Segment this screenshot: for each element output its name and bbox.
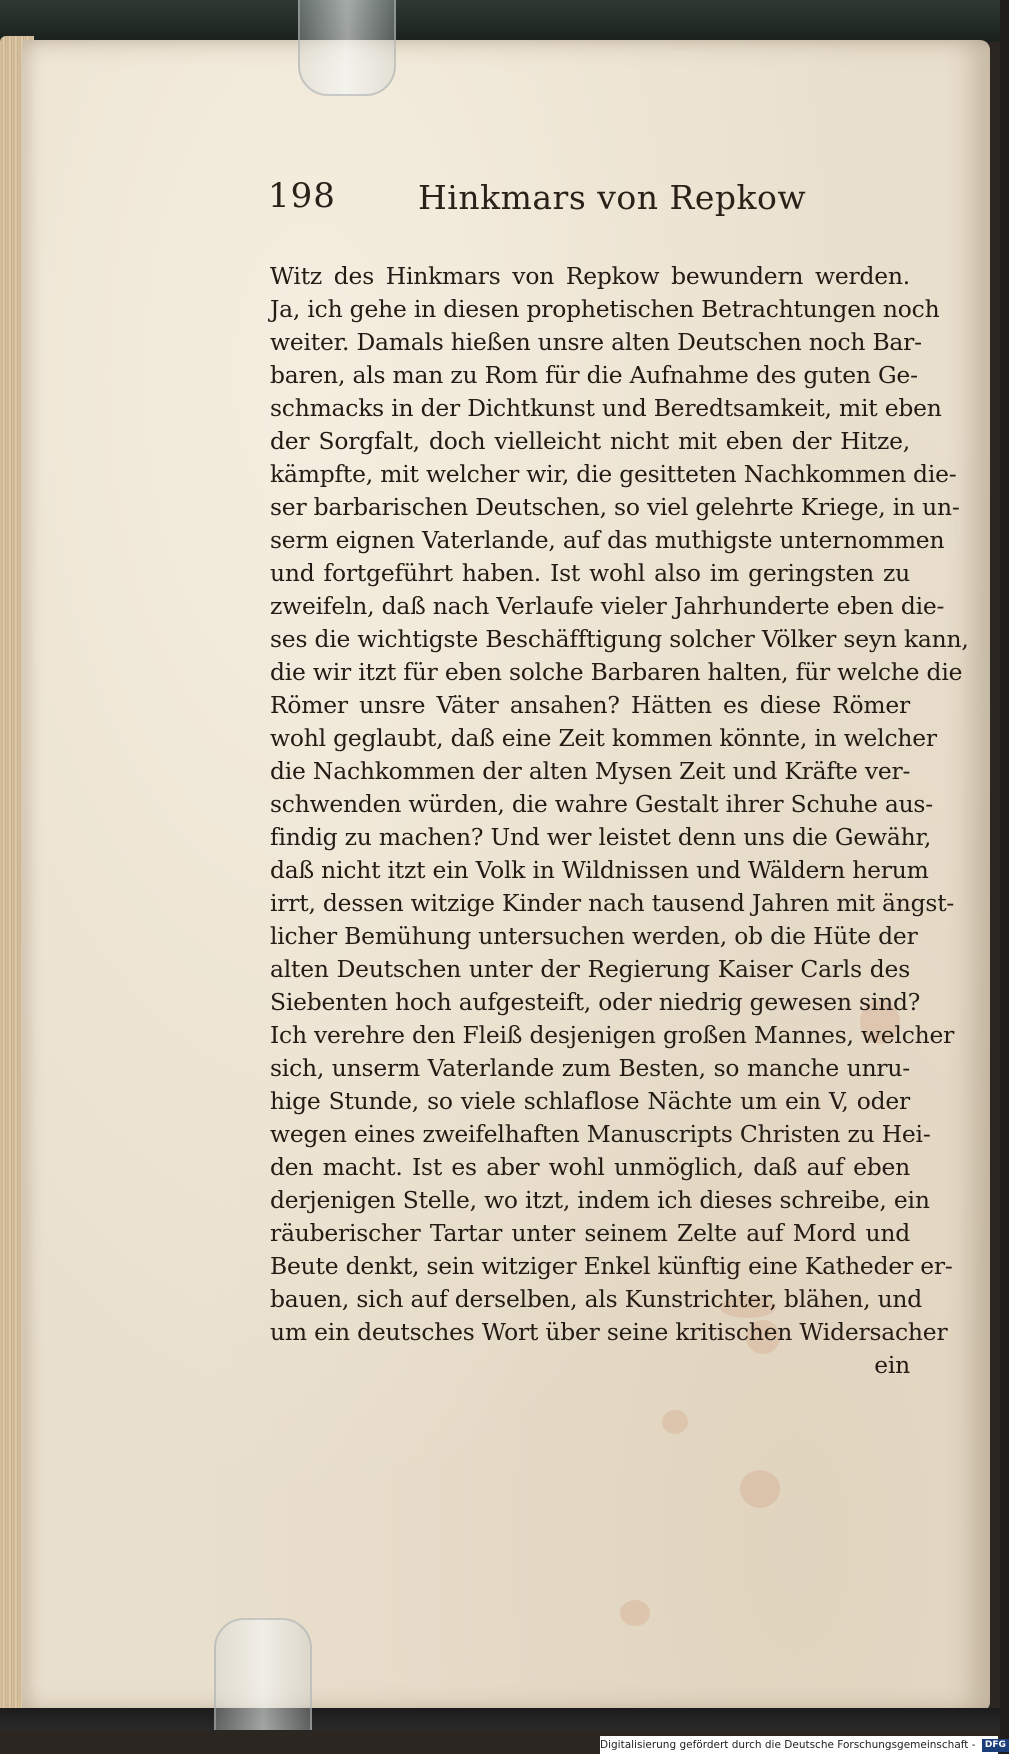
credit-text: Digitalisierung gefördert durch die Deutsche Forschungsgemeinschaft - bbox=[600, 1739, 976, 1751]
text-line: Witz des Hinkmars von Repkow bewundern werden. bbox=[270, 262, 910, 290]
text-line: findig zu machen? Und wer leistet denn uns die Gewähr, bbox=[270, 823, 932, 851]
text-line: kämpfte, mit welcher wir, die gesitteten Nachkommen die- bbox=[270, 460, 957, 488]
paper-stain bbox=[620, 1600, 650, 1626]
text-line: der Sorgfalt, doch vielleicht nicht mit eben der Hitze, bbox=[270, 427, 910, 455]
catchword: ein bbox=[874, 1351, 910, 1379]
text-line: baren, als man zu Rom für die Aufnahme des guten Ge- bbox=[270, 361, 918, 389]
text-line: und fortgeführt haben. Ist wohl also im geringsten zu bbox=[270, 559, 910, 587]
text-line: Ich verehre den Fleiß desjenigen großen Mannes, welcher bbox=[270, 1021, 955, 1049]
text-line: ses die wichtigste Beschäfftigung solcher Völker seyn kann, bbox=[270, 625, 969, 653]
text-line: um ein deutsches Wort über seine kritischen Widersacher bbox=[270, 1318, 948, 1346]
paper-stain bbox=[740, 1470, 780, 1508]
text-line: die wir itzt für eben solche Barbaren halten, für welche die bbox=[270, 658, 963, 686]
text-line: zweifeln, daß nach Verlaufe vieler Jahrhunderte eben die- bbox=[270, 592, 945, 620]
text-line: serm eignen Vaterlande, auf das muthigste unternommen bbox=[270, 526, 945, 554]
text-line: wegen eines zweifelhaften Manuscripts Christen zu Hei- bbox=[270, 1120, 931, 1148]
scanner-clip-bottom bbox=[214, 1618, 312, 1730]
book-cover-top bbox=[0, 0, 1000, 42]
text-line: sich, unserm Vaterlande zum Besten, so manche unru- bbox=[270, 1054, 910, 1082]
digitization-credit bbox=[600, 1736, 1006, 1754]
text-line: weiter. Damals hießen unsre alten Deutschen noch Bar- bbox=[270, 328, 922, 356]
page-number: 198 bbox=[268, 176, 336, 216]
text-line: die Nachkommen der alten Mysen Zeit und Kräfte ver- bbox=[270, 757, 911, 785]
text-line: irrt, dessen witzige Kinder nach tausend Jahren mit ängst- bbox=[270, 889, 955, 917]
running-head: Hinkmars von Repkow bbox=[418, 178, 807, 217]
text-line: wohl geglaubt, daß eine Zeit kommen könnte, in welcher bbox=[270, 724, 937, 752]
text-line: Siebenten hoch aufgesteift, oder niedrig gewesen sind? bbox=[270, 988, 921, 1016]
text-line: Ja, ich gehe in diesen prophetischen Betrachtungen noch bbox=[270, 295, 940, 323]
body-text bbox=[270, 260, 969, 1382]
text-line: licher Bemühung untersuchen werden, ob die Hüte der bbox=[270, 922, 918, 950]
dfg-logo-badge: DFG bbox=[982, 1739, 1009, 1752]
text-line: daß nicht itzt ein Volk in Wildnissen und Wäldern herum bbox=[270, 856, 929, 884]
text-line: ser barbarischen Deutschen, so viel gelehrte Kriege, in un- bbox=[270, 493, 960, 521]
text-line: derjenigen Stelle, wo itzt, indem ich dieses schreibe, ein bbox=[270, 1186, 930, 1214]
text-line: bauen, sich auf derselben, als Kunstrichter, blähen, und bbox=[270, 1285, 923, 1313]
page-header bbox=[268, 176, 908, 230]
text-line: räuberischer Tartar unter seinem Zelte auf Mord und bbox=[270, 1219, 910, 1247]
book-cover-bottom bbox=[0, 1708, 1000, 1730]
text-line: schwenden würden, die wahre Gestalt ihrer Schuhe aus- bbox=[270, 790, 933, 818]
text-line: den macht. Ist es aber wohl unmöglich, daß auf eben bbox=[270, 1153, 910, 1181]
text-line: Römer unsre Väter ansahen? Hätten es diese Römer bbox=[270, 691, 910, 719]
text-line: hige Stunde, so viele schlaflose Nächte um ein V, oder bbox=[270, 1087, 910, 1115]
text-line: schmacks in der Dichtkunst und Beredtsamkeit, mit eben bbox=[270, 394, 942, 422]
text-line: Beute denkt, sein witziger Enkel künftig eine Katheder er- bbox=[270, 1252, 953, 1280]
text-line: alten Deutschen unter der Regierung Kaiser Carls des bbox=[270, 955, 910, 983]
paper-stain bbox=[662, 1410, 688, 1434]
scanner-clip-top bbox=[298, 0, 396, 96]
